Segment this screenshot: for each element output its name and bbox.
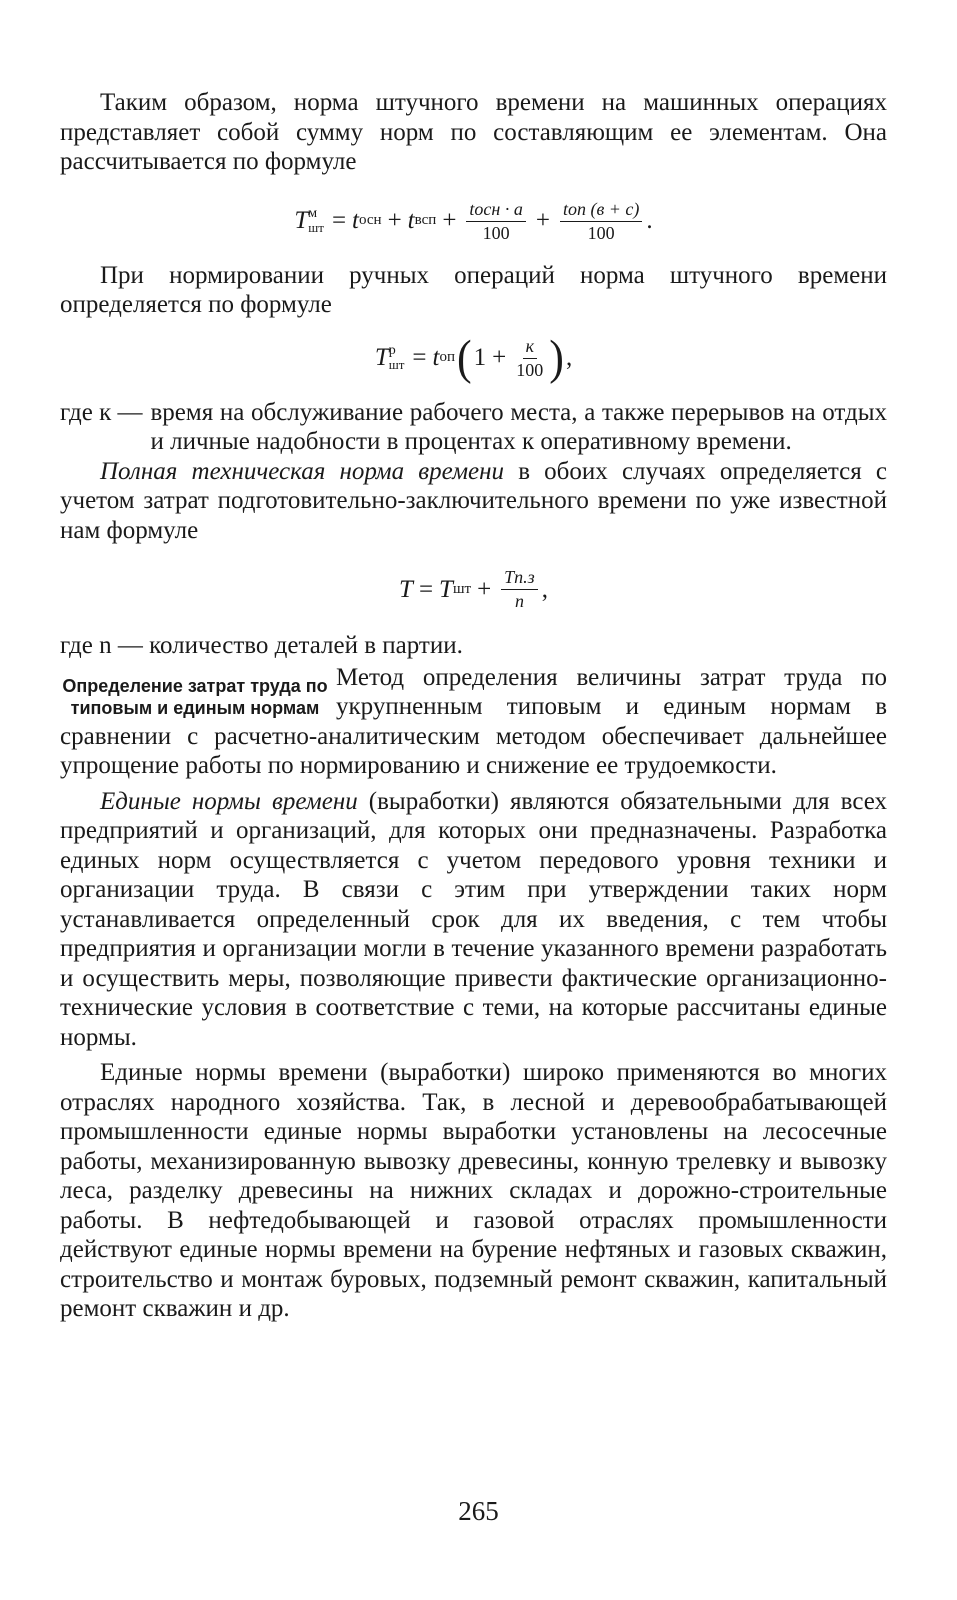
- emphasized-term: Единые нормы времени: [100, 787, 358, 815]
- formula-punctuation: ,: [541, 575, 548, 603]
- definition-lead: где к —: [60, 398, 143, 426]
- side-heading: Определение затрат труда по типовым и единым нормам: [62, 675, 328, 718]
- equals-sign: =: [418, 575, 434, 603]
- fraction-denominator: n: [514, 591, 524, 611]
- page-number: 265: [458, 1496, 499, 1526]
- fraction-numerator: tоп (в + с): [560, 199, 642, 222]
- fraction: [501, 567, 538, 611]
- paragraph-1: Таким образом, норма штучного времени на машинных операциях представляет собой сумму норм по составляющим ее элементам. Она рассчитывается по формуле: [60, 89, 887, 175]
- paragraph-6: Единые нормы времени (выработки) широко применяются во многих отраслях народного хозяйства. Так, в лесной и деревообрабатывающей промышленности единые нормы выработки установлены на лесосечные работы, механизированную вывозку древесины, конную трелевку и вывозку леса, разделку древесины на нижних складах и дорожно-строительные работы. В нефтедобывающей и газовой отраслях промышленности действуют единые нормы времени на бурение нефтяных и газовых скважин, строительство и монтаж буровых, подземный ремонт скважин, капитальный ремонт скважин и др.: [60, 1059, 887, 1322]
- paragraph-2: При нормировании ручных операций норма штучного времени определяется по формуле: [60, 261, 887, 318]
- formula-total-time: [60, 567, 887, 611]
- paragraph-5: [60, 787, 887, 1053]
- right-parenthesis: ): [549, 330, 564, 384]
- formula-symbol: T: [374, 344, 389, 371]
- formula-symbol: t: [407, 207, 415, 234]
- fraction-numerator: к: [523, 336, 537, 359]
- equals-sign: =: [331, 207, 347, 234]
- fraction-numerator: tосн · a: [466, 199, 525, 222]
- emphasized-term: Полная техническая норма времени: [100, 457, 505, 485]
- formula-symbol: T: [399, 575, 413, 603]
- formula-indices: [389, 344, 405, 372]
- paragraph-text: в обоих случаях определяется с учетом затрат подготовительно-заключительного времени по уже известной нам формуле: [60, 457, 887, 544]
- formula-machine-piece-time: [60, 199, 887, 243]
- fraction-numerator: Tп.з: [501, 567, 538, 590]
- paragraph-text: (выработки) являются обязательными для всех предприятий и организаций, для которых они предназначены. Разработка единых норм осуществляется с учетом передового уровня техники и организации труда. В связи с этим при утверждении таких норм устанавливается определенный срок для их введения, с тем чтобы предприятия и организации могли в течение указанного времени разработать и осуществить меры, позволяющие привести фактические организационно-технические условия в соответствие с теми, на которые рассчитаны единые нормы.: [60, 787, 888, 1051]
- formula-subscript: шт: [388, 356, 405, 372]
- plus-sign: +: [442, 207, 457, 234]
- paragraph-4: Метод определения величины затрат труда по укрупненным типовым и единым нормам в сравнении с расчетно-аналитическим методом обеспечивает дальнейшее упрощение работы по нормированию и снижение ее трудоемкости.: [60, 663, 887, 779]
- formula-indices: [308, 207, 324, 235]
- definition-body: время на обслуживание рабочего места, а также перерывов на отдых и личные надобности в процентах к оперативному времени.: [150, 398, 887, 455]
- left-parenthesis: (: [457, 330, 472, 384]
- fraction: [466, 199, 525, 243]
- definition-k: [60, 398, 887, 457]
- equals-sign: =: [412, 344, 427, 371]
- formula-punctuation: .: [646, 207, 653, 234]
- fraction: [516, 336, 543, 380]
- formula-punctuation: ,: [565, 344, 573, 371]
- fraction-denominator: 100: [516, 359, 544, 380]
- formula-symbol: T: [294, 207, 309, 234]
- formula-symbol: t: [432, 344, 440, 371]
- formula-subscript: осн: [359, 212, 382, 228]
- plus-sign: +: [535, 207, 550, 234]
- section-unified-norms: [60, 663, 887, 781]
- formula-superscript: р: [388, 342, 396, 358]
- paragraph-3: [60, 457, 887, 546]
- plus-sign: +: [477, 575, 492, 603]
- formula-symbol: t: [352, 207, 359, 234]
- formula-subscript: всп: [414, 212, 437, 228]
- formula-number: 1: [473, 344, 487, 371]
- formula-subscript: шт: [452, 580, 472, 597]
- definition-n: где n — количество деталей в партии.: [60, 632, 463, 659]
- plus-sign: +: [492, 344, 507, 371]
- formula-subscript: шт: [308, 219, 324, 235]
- fraction-denominator: 100: [587, 222, 615, 243]
- formula-subscript: оп: [439, 349, 456, 365]
- formula-superscript: м: [308, 205, 318, 221]
- formula-manual-piece-time: [60, 330, 887, 384]
- formula-symbol: T: [439, 575, 453, 603]
- fraction-denominator: 100: [482, 222, 510, 243]
- plus-sign: +: [387, 207, 402, 234]
- fraction: [560, 199, 642, 243]
